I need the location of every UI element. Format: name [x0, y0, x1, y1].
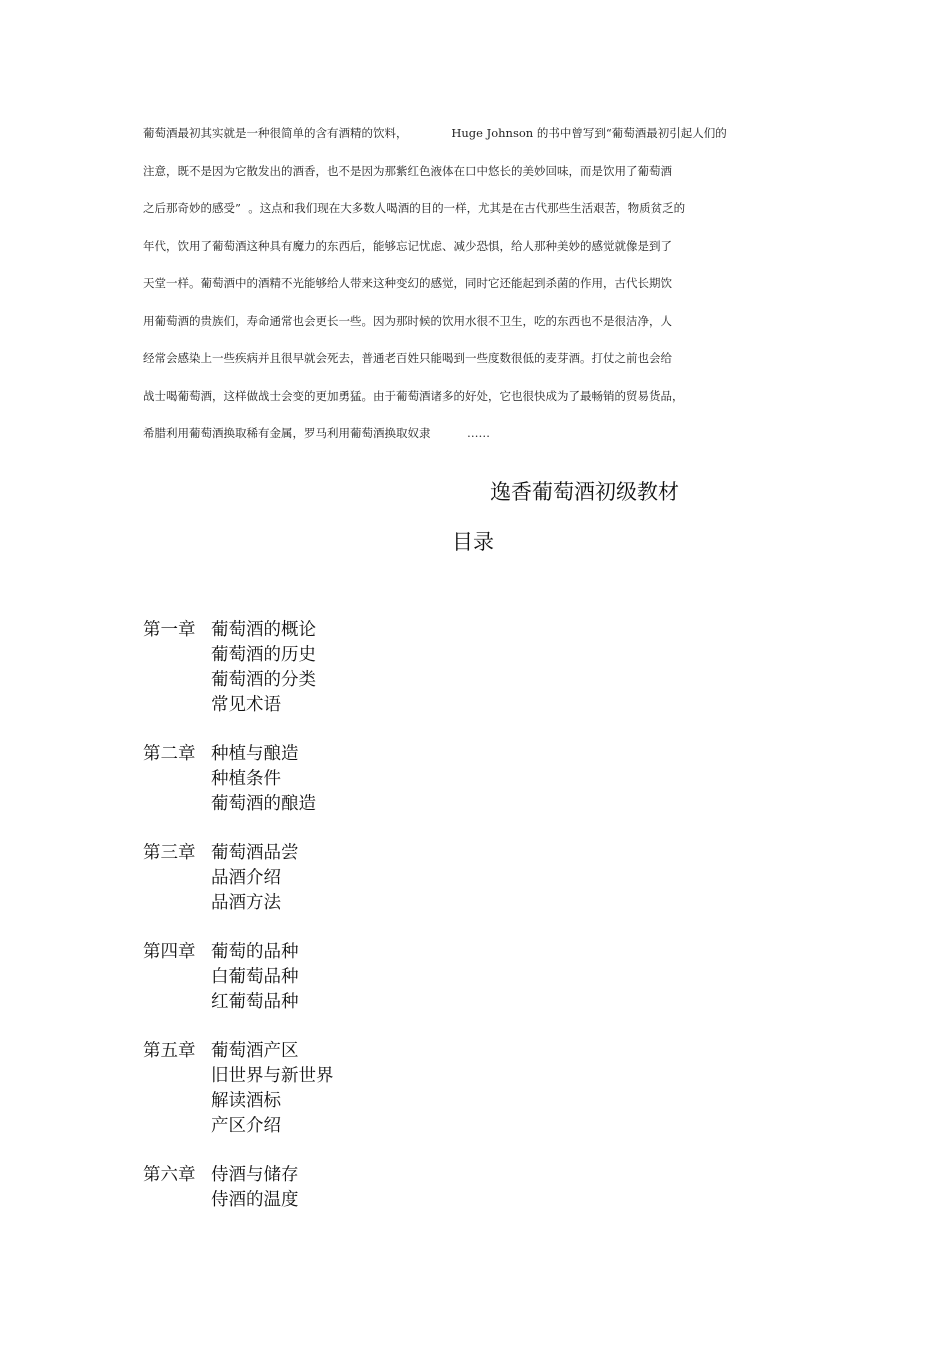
section-item: 产区介绍 — [211, 1116, 281, 1136]
chapter-6 — [143, 1161, 543, 1211]
intro-line: 注意，既不是因为它散发出的酒香，也不是因为那紫红色液体在口中悠长的美妙回味，而是饮用了葡萄酒 — [143, 164, 672, 178]
chapter-title: 葡萄酒品尝 — [211, 843, 299, 863]
section-item: 种植条件 — [211, 769, 281, 789]
chapter-title: 侍酒与储存 — [211, 1165, 299, 1185]
section-item: 品酒介绍 — [211, 868, 281, 888]
intro-line: 年代，饮用了葡萄酒这种具有魔力的东西后，能够忘记忧虑、减少恐惧，给人那种美妙的感觉就像是到了 — [143, 239, 672, 253]
section-item: 旧世界与新世界 — [211, 1066, 334, 1086]
section-item: 红葡萄品种 — [211, 992, 299, 1012]
intro-line: 希腊利用葡萄酒换取稀有金属，罗马利用葡萄酒换取奴隶 …… — [143, 426, 491, 440]
section-item: 白葡萄品种 — [211, 967, 299, 987]
section-item: 常见术语 — [211, 695, 281, 715]
chapter-label: 第一章 — [143, 620, 196, 640]
chapter-label: 第二章 — [143, 744, 196, 764]
chapter-label: 第五章 — [143, 1041, 196, 1061]
chapter-4 — [143, 938, 543, 1013]
section-item: 品酒方法 — [211, 893, 281, 913]
chapter-label: 第三章 — [143, 843, 196, 863]
intro-line: 战士喝葡萄酒，这样做战士会变的更加勇猛。由于葡萄酒诸多的好处，它也很快成为了最畅销的贸易货品， — [143, 389, 684, 403]
chapter-5 — [143, 1037, 543, 1137]
chapter-label: 第六章 — [143, 1165, 196, 1185]
intro-line: 天堂一样。葡萄酒中的酒精不光能够给人带来这种变幻的感觉，同时它还能起到杀菌的作用，古代长期饮 — [143, 276, 672, 290]
section-item: 葡萄酒的历史 — [211, 645, 316, 665]
section-item: 葡萄酒的酿造 — [211, 794, 316, 814]
chapter-title: 种植与酿造 — [211, 744, 299, 764]
table-of-contents — [143, 616, 543, 1235]
chapter-title: 葡萄酒产区 — [211, 1041, 299, 1061]
chapter-1 — [143, 616, 543, 716]
section-item: 侍酒的温度 — [211, 1190, 299, 1210]
section-item: 解读酒标 — [211, 1091, 281, 1111]
chapter-3 — [143, 839, 543, 914]
intro-line: 经常会感染上一些疾病并且很早就会死去，普通老百姓只能喝到一些度数很低的麦芽酒。打仗之前也会给 — [143, 351, 672, 365]
intro-line: 葡萄酒最初其实就是一种很简单的含有酒精的饮料， Huge Johnson 的书中曾写到“葡萄酒最初引起人们的 — [143, 126, 727, 140]
chapter-title: 葡萄酒的概论 — [211, 620, 316, 640]
toc-heading: 目录 — [452, 530, 494, 554]
section-item: 葡萄酒的分类 — [211, 670, 316, 690]
intro-line: 用葡萄酒的贵族们，寿命通常也会更长一些。因为那时候的饮用水很不卫生，吃的东西也不是很洁净，人 — [143, 314, 672, 328]
chapter-label: 第四章 — [143, 942, 196, 962]
chapter-2 — [143, 740, 543, 815]
chapter-title: 葡萄的品种 — [211, 942, 299, 962]
intro-line: 之后那奇妙的感受” 。这点和我们现在大多数人喝酒的目的一样，尤其是在古代那些生活艰苦，物质贫乏的 — [143, 201, 686, 215]
document-title: 逸香葡萄酒初级教材 — [490, 480, 679, 504]
